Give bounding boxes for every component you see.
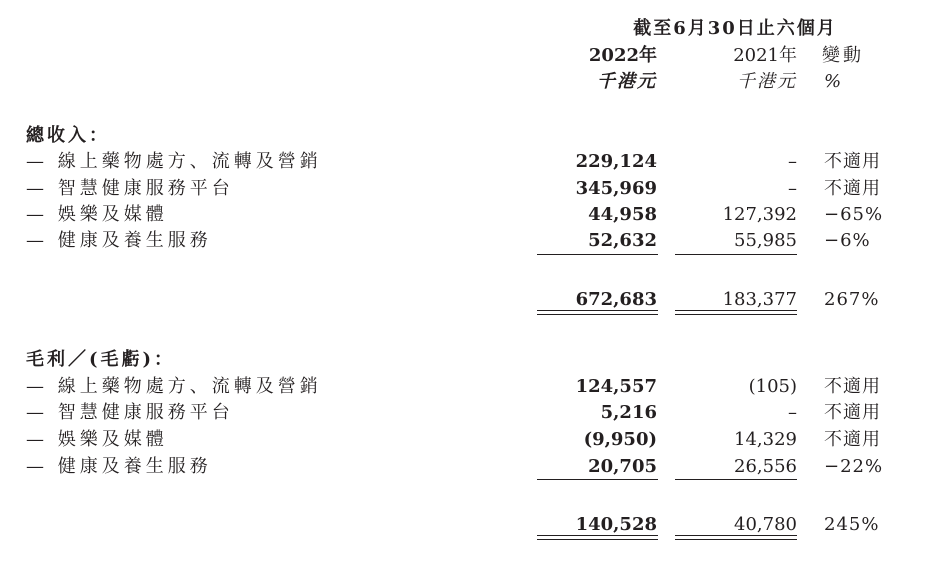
- value-2021: –: [788, 151, 797, 172]
- row-label: — 娛樂及媒體: [26, 429, 168, 450]
- value-change: −22%: [824, 456, 884, 477]
- row-label: — 智慧健康服務平台: [26, 178, 234, 199]
- total-double-rule-top: [537, 310, 658, 311]
- row-label: — 娛樂及媒體: [26, 204, 168, 225]
- value-2022: 20,705: [588, 456, 657, 477]
- value-change: 不適用: [824, 151, 881, 172]
- row-label: — 線上藥物處方、流轉及營銷: [26, 151, 322, 172]
- total-double-rule-bottom: [675, 539, 797, 540]
- column-header-change: 變動: [822, 45, 864, 66]
- total-double-rule-bottom: [675, 314, 797, 315]
- total-double-rule-bottom: [537, 539, 658, 540]
- total-2021: 40,780: [734, 514, 797, 535]
- total-double-rule-top: [675, 310, 797, 311]
- value-2021: 26,556: [734, 456, 797, 477]
- value-change: 不適用: [824, 402, 881, 423]
- total-change: 245%: [824, 514, 880, 535]
- value-change: −6%: [824, 230, 871, 251]
- section-title-revenue: 總收入：: [26, 125, 110, 146]
- period-header: 截至6月30日止六個月: [633, 18, 837, 39]
- value-2021: 14,329: [734, 429, 797, 450]
- unit-change: %: [824, 71, 842, 92]
- total-2021: 183,377: [722, 289, 797, 310]
- total-2022: 140,528: [575, 514, 657, 535]
- value-2021: –: [788, 402, 797, 423]
- subtotal-rule: [675, 479, 797, 480]
- row-label: — 智慧健康服務平台: [26, 402, 234, 423]
- value-2021: 55,985: [734, 230, 797, 251]
- column-header-2022: 2022年: [588, 45, 657, 66]
- value-2021: 127,392: [722, 204, 797, 225]
- total-change: 267%: [824, 289, 880, 310]
- value-2022: 124,557: [575, 376, 657, 397]
- total-double-rule-top: [537, 535, 658, 536]
- value-change: −65%: [824, 204, 884, 225]
- value-2021: (105): [748, 376, 797, 397]
- value-2022: 229,124: [575, 151, 657, 172]
- total-2022: 672,683: [575, 289, 657, 310]
- value-change: 不適用: [824, 429, 881, 450]
- section-title-gross-profit: 毛利／(毛虧)：: [26, 349, 176, 370]
- total-double-rule-top: [675, 535, 797, 536]
- row-label: — 健康及養生服務: [26, 230, 212, 251]
- value-2022: 52,632: [588, 230, 657, 251]
- row-label: — 線上藥物處方、流轉及營銷: [26, 376, 322, 397]
- row-label: — 健康及養生服務: [26, 456, 212, 477]
- unit-2021: 千港元: [737, 71, 797, 92]
- value-2022: (9,950): [583, 429, 657, 450]
- subtotal-rule: [537, 254, 658, 255]
- subtotal-rule: [675, 254, 797, 255]
- unit-2022: 千港元: [597, 71, 657, 92]
- value-2022: 5,216: [600, 402, 657, 423]
- total-double-rule-bottom: [537, 314, 658, 315]
- value-2022: 44,958: [588, 204, 657, 225]
- value-2022: 345,969: [575, 178, 657, 199]
- value-2021: –: [788, 178, 797, 199]
- value-change: 不適用: [824, 376, 881, 397]
- column-header-2021: 2021年: [733, 45, 797, 66]
- value-change: 不適用: [824, 178, 881, 199]
- subtotal-rule: [537, 479, 658, 480]
